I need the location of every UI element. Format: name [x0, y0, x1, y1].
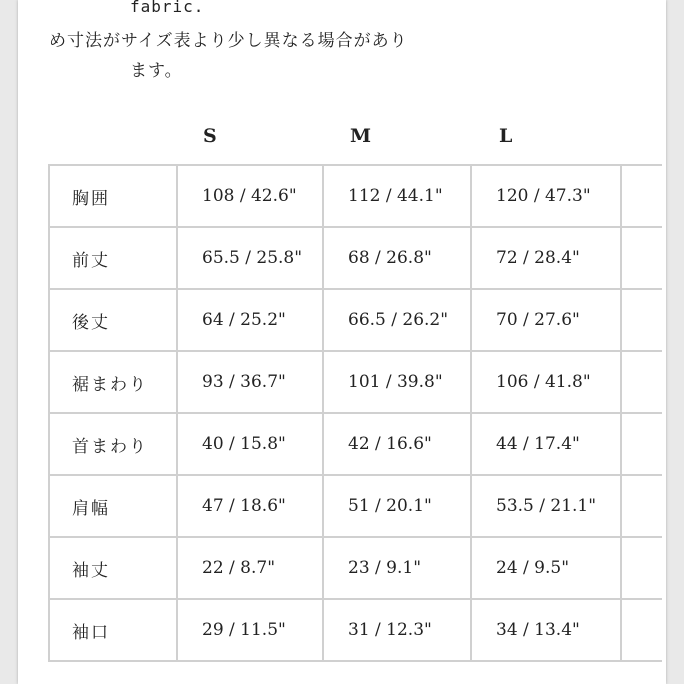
note-line-1: fabric.	[130, 0, 205, 16]
cell-m: 31 / 12.3"	[322, 598, 470, 662]
row-label: 前丈	[48, 226, 176, 288]
cell-s: 108 / 42.6"	[176, 164, 322, 226]
table-row	[48, 288, 662, 350]
cell-l: 106 / 41.8"	[470, 350, 620, 412]
note-line-3: ます。	[130, 61, 183, 81]
table-row	[48, 536, 662, 598]
size-header-m: M	[350, 125, 372, 147]
cell-overflow	[620, 412, 662, 474]
table-row	[48, 164, 662, 226]
cell-m: 68 / 26.8"	[322, 226, 470, 288]
cell-l: 120 / 47.3"	[470, 164, 620, 226]
cell-overflow	[620, 474, 662, 536]
cell-l: 34 / 13.4"	[470, 598, 620, 662]
cell-overflow	[620, 350, 662, 412]
cell-m: 51 / 20.1"	[322, 474, 470, 536]
cell-s: 47 / 18.6"	[176, 474, 322, 536]
note-line-2: め寸法がサイズ表より少し異なる場合があり	[49, 31, 408, 51]
cell-overflow	[620, 288, 662, 350]
cell-overflow	[620, 598, 662, 662]
cell-overflow	[620, 536, 662, 598]
row-label: 首まわり	[48, 412, 176, 474]
row-label: 袖丈	[48, 536, 176, 598]
row-label: 後丈	[48, 288, 176, 350]
cell-l: 53.5 / 21.1"	[470, 474, 620, 536]
cell-s: 65.5 / 25.8"	[176, 226, 322, 288]
cell-s: 93 / 36.7"	[176, 350, 322, 412]
cell-s: 29 / 11.5"	[176, 598, 322, 662]
cell-overflow	[620, 164, 662, 226]
cell-m: 66.5 / 26.2"	[322, 288, 470, 350]
cell-s: 40 / 15.8"	[176, 412, 322, 474]
cell-overflow	[620, 226, 662, 288]
row-label: 裾まわり	[48, 350, 176, 412]
cell-l: 72 / 28.4"	[470, 226, 620, 288]
size-header-l: L	[499, 125, 513, 147]
cell-m: 42 / 16.6"	[322, 412, 470, 474]
row-label: 肩幅	[48, 474, 176, 536]
cell-m: 112 / 44.1"	[322, 164, 470, 226]
cell-m: 101 / 39.8"	[322, 350, 470, 412]
cell-s: 22 / 8.7"	[176, 536, 322, 598]
table-row	[48, 412, 662, 474]
size-table	[48, 164, 662, 662]
size-header-s: S	[203, 125, 217, 147]
table-row	[48, 350, 662, 412]
cell-m: 23 / 9.1"	[322, 536, 470, 598]
cell-s: 64 / 25.2"	[176, 288, 322, 350]
table-row	[48, 598, 662, 662]
cell-l: 44 / 17.4"	[470, 412, 620, 474]
cell-l: 24 / 9.5"	[470, 536, 620, 598]
table-row	[48, 474, 662, 536]
row-label: 袖口	[48, 598, 176, 662]
cell-l: 70 / 27.6"	[470, 288, 620, 350]
table-row	[48, 226, 662, 288]
document-page	[18, 0, 666, 684]
row-label: 胸囲	[48, 164, 176, 226]
